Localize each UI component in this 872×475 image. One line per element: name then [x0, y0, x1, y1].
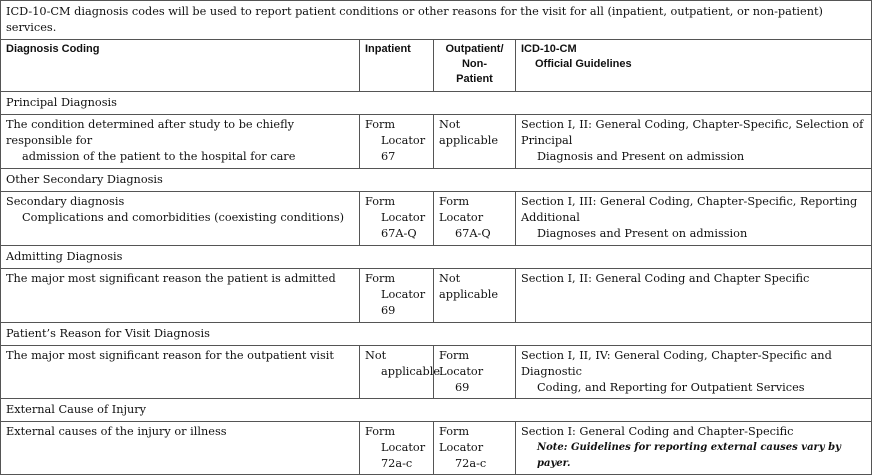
header-outpatient-line2: Non- [461, 58, 488, 70]
inpatient-cell [360, 269, 434, 323]
section-title-row [1, 92, 872, 115]
diagnosis-description [1, 346, 360, 399]
section-title-row [1, 246, 872, 269]
inpatient-cell [360, 192, 434, 246]
inpatient-line2: Locator [381, 288, 426, 301]
header-guidelines [516, 40, 872, 92]
inpatient-line2: Locator [381, 441, 426, 454]
inpatient-line3: 67 [381, 150, 396, 163]
section-title: Other Secondary Diagnosis [1, 169, 872, 192]
section-title: Patient’s Reason for Visit Diagnosis [1, 323, 872, 346]
table-row [1, 269, 872, 323]
guideline-line1: Section I: General Coding and Chapter-Specific [521, 425, 794, 438]
outpatient-cell [434, 422, 516, 475]
guideline-line2: Diagnoses and Present on admission [537, 227, 748, 240]
description-line1: Secondary diagnosis [6, 195, 125, 208]
header-inpatient: Inpatient [360, 40, 434, 92]
header-guidelines-line2: Official Guidelines [535, 58, 632, 70]
outpatient-line1: Form Locator [439, 195, 484, 224]
inpatient-line3: 67A-Q [381, 227, 417, 240]
outpatient-line2: 72a-c [455, 457, 487, 470]
inpatient-line2: Locator [381, 211, 426, 224]
guideline-line1: Section I, II: General Coding, Chapter-Specific, Selection of Principal [521, 118, 864, 147]
table-row [1, 422, 872, 475]
inpatient-line2: Locator [381, 134, 426, 147]
inpatient-line1: Not [365, 349, 387, 362]
inpatient-line1: Form [365, 118, 396, 131]
section-title-row [1, 399, 872, 422]
diagnosis-description [1, 115, 360, 169]
outpatient-line1: Form Locator [439, 349, 484, 378]
outpatient-line1: Form Locator [439, 425, 484, 454]
outpatient-line1: Not applicable [439, 272, 499, 301]
header-row [1, 40, 872, 92]
description-line1: The major most significant reason for the outpatient visit [6, 349, 334, 362]
inpatient-cell [360, 115, 434, 169]
guidelines-cell [516, 422, 872, 475]
outpatient-cell [434, 115, 516, 169]
section-title-row [1, 323, 872, 346]
guideline-line1: Section I, II, IV: General Coding, Chapter-Specific and Diagnostic [521, 349, 832, 378]
inpatient-line1: Form [365, 272, 396, 285]
diagnosis-description [1, 192, 360, 246]
inpatient-cell [360, 422, 434, 475]
inpatient-line3: 69 [381, 304, 396, 317]
intro-row [1, 1, 872, 40]
inpatient-line3: 72a-c [381, 457, 413, 470]
section-title: Admitting Diagnosis [1, 246, 872, 269]
description-line1: The condition determined after study to be chiefly responsible for [6, 118, 295, 147]
table-row [1, 192, 872, 246]
section-title: Principal Diagnosis [1, 92, 872, 115]
description-line2: Complications and comorbidities (coexisting conditions) [22, 211, 345, 224]
guidelines-cell [516, 346, 872, 399]
header-guidelines-line1: ICD-10-CM [521, 43, 577, 55]
intro-text: ICD-10-CM diagnosis codes will be used to report patient conditions or other reasons for the visit for all (inpatient, outpatient, or non-patient) services. [1, 1, 872, 40]
guideline-note: Note: Guidelines for reporting external causes vary by payer. [537, 442, 841, 469]
inpatient-line1: Form [365, 195, 396, 208]
table-row [1, 346, 872, 399]
description-line1: External causes of the injury or illness [6, 425, 227, 438]
header-outpatient [434, 40, 516, 92]
description-line2: admission of the patient to the hospital for care [22, 150, 296, 163]
inpatient-cell [360, 346, 441, 399]
outpatient-line1: Not applicable [439, 118, 499, 147]
diagnosis-description [1, 422, 360, 475]
inpatient-line2: applicable [381, 365, 441, 378]
header-outpatient-line3: Patient [456, 73, 493, 85]
guidelines-cell [516, 269, 872, 323]
section-title: External Cause of Injury [1, 399, 872, 422]
table-row [1, 115, 872, 169]
inpatient-line1: Form [365, 425, 396, 438]
guideline-line2: Diagnosis and Present on admission [537, 150, 745, 163]
header-outpatient-line1: Outpatient/ [445, 43, 504, 55]
outpatient-cell [434, 192, 516, 246]
section-title-row [1, 169, 872, 192]
guideline-line2: Coding, and Reporting for Outpatient Services [537, 381, 805, 394]
outpatient-cell [434, 269, 516, 323]
guidelines-cell [516, 115, 872, 169]
guideline-line1: Section I, II: General Coding and Chapter Specific [521, 272, 810, 285]
diagnosis-description [1, 269, 360, 323]
header-diagnosis-coding: Diagnosis Coding [1, 40, 360, 92]
outpatient-cell [434, 346, 516, 399]
description-line1: The major most significant reason the patient is admitted [6, 272, 336, 285]
outpatient-line2: 67A-Q [455, 227, 491, 240]
guidelines-cell [516, 192, 872, 246]
guideline-line1: Section I, III: General Coding, Chapter-Specific, Reporting Additional [521, 195, 858, 224]
outpatient-line2: 69 [455, 381, 470, 394]
